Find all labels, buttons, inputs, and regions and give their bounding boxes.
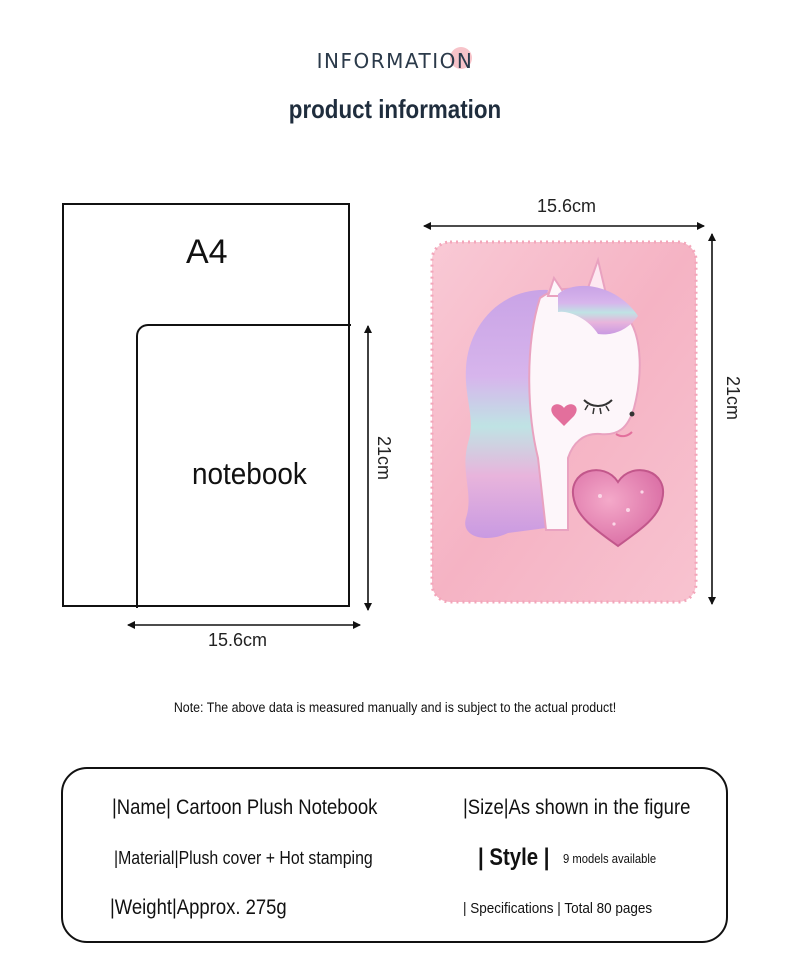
left-height-label: 21cm bbox=[374, 436, 394, 481]
spec-size: |Size|As shown in the figure bbox=[463, 796, 691, 819]
spec-style-value: 9 models available bbox=[563, 852, 657, 866]
section-title: INFORMATION bbox=[316, 49, 474, 73]
spec-name: |Name| Cartoon Plush Notebook bbox=[112, 796, 378, 819]
notebook-label: notebook bbox=[192, 456, 307, 491]
unicorn-notebook-image bbox=[428, 238, 700, 606]
right-height-label: 21cm bbox=[723, 376, 743, 421]
spec-material: |Material|Plush cover + Hot stamping bbox=[114, 848, 373, 868]
spec-style-label: | Style | bbox=[478, 844, 550, 871]
spec-specifications: | Specifications | Total 80 pages bbox=[463, 900, 653, 917]
measurement-note: Note: The above data is measured manually and is subject to the actual product! bbox=[173, 700, 617, 715]
right-width-label: 15.6cm bbox=[537, 196, 597, 216]
section-subtitle: product information bbox=[288, 94, 502, 124]
spec-weight: |Weight|Approx. 275g bbox=[110, 896, 287, 919]
a4-label: A4 bbox=[186, 233, 228, 271]
left-width-label: 15.6cm bbox=[208, 630, 268, 650]
